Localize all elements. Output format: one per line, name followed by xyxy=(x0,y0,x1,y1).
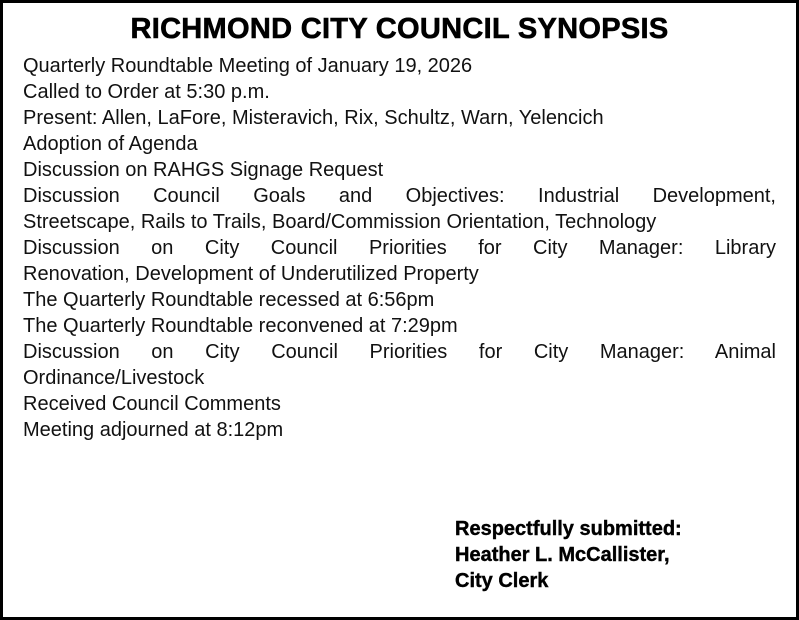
meeting-line: Quarterly Roundtable Meeting of January 19, 2026 xyxy=(23,55,473,77)
priorities-line-1: Discussion on City Council Priorities for City Manager: Library xyxy=(23,237,776,259)
signature-title: City Clerk xyxy=(455,570,549,592)
adjourned-line: Meeting adjourned at 8:12pm xyxy=(23,419,284,441)
priorities-line-2: Renovation, Development of Underutilized Property xyxy=(23,263,479,285)
signage-line: Discussion on RAHGS Signage Request xyxy=(23,159,384,181)
adoption-line: Adoption of Agenda xyxy=(23,133,198,155)
goals-line-2: Streetscape, Rails to Trails, Board/Commission Orientation, Technology xyxy=(23,211,657,233)
recessed-line: The Quarterly Roundtable recessed at 6:56pm xyxy=(23,289,435,311)
animal-priorities-line-2: Ordinance/Livestock xyxy=(23,367,205,389)
signature-submitted: Respectfully submitted: xyxy=(455,518,682,540)
goals-line-1: Discussion Council Goals and Objectives: Industrial Development, xyxy=(23,185,776,207)
comments-line: Received Council Comments xyxy=(23,393,281,415)
present-line: Present: Allen, LaFore, Misteravich, Rix, Schultz, Warn, Yelencich xyxy=(23,107,604,129)
signature-name: Heather L. McCallister, xyxy=(455,544,670,566)
signature-block xyxy=(455,516,682,594)
notice-title: RICHMOND CITY COUNCIL SYNOPSIS xyxy=(130,13,669,45)
reconvened-line: The Quarterly Roundtable reconvened at 7:29pm xyxy=(23,315,458,337)
called-to-order-line: Called to Order at 5:30 p.m. xyxy=(23,81,270,103)
animal-priorities-line-1: Discussion on City Council Priorities for City Manager: Animal xyxy=(23,341,776,363)
